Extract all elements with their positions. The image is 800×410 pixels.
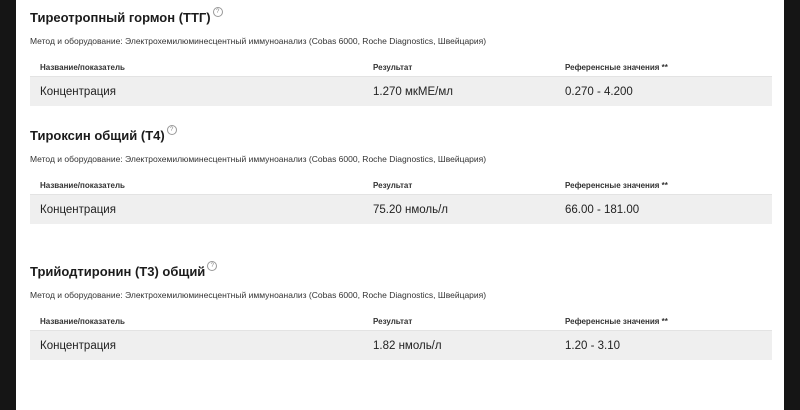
method-description: Метод и оборудование: Электрохемилюминесцентный иммуноанализ (Cobas 6000, Roche Diagnostics, Швейцария) xyxy=(30,290,487,300)
section-title-text: Тиреотропный гормон (ТТГ) xyxy=(30,10,211,25)
method-description: Метод и оборудование: Электрохемилюминесцентный иммуноанализ (Cobas 6000, Roche Diagnostics, Швейцария) xyxy=(30,36,487,46)
header-reference: Референсные значения ** xyxy=(565,180,668,190)
section-title xyxy=(30,10,772,25)
help-icon[interactable]: ? xyxy=(167,125,177,135)
section-title-text: Трийодтиронин (Т3) общий xyxy=(30,264,206,279)
table-row xyxy=(30,77,772,106)
section-title-text: Тироксин общий (Т4) xyxy=(30,128,165,143)
row-reference: 66.00 - 181.00 xyxy=(565,203,640,216)
table-row xyxy=(30,331,772,360)
header-result: Результат xyxy=(373,180,413,190)
table-header xyxy=(30,178,772,195)
help-icon[interactable]: ? xyxy=(213,7,223,17)
table-row xyxy=(30,195,772,224)
section-title xyxy=(30,128,772,143)
header-result: Результат xyxy=(373,316,413,326)
method-description: Метод и оборудование: Электрохемилюминесцентный иммуноанализ (Cobas 6000, Roche Diagnostics, Швейцария) xyxy=(30,154,487,164)
row-result: 75.20 нмоль/л xyxy=(373,203,448,216)
row-result: 1.270 мкМЕ/мл xyxy=(373,85,453,98)
help-icon[interactable]: ? xyxy=(207,261,217,271)
lab-results-page xyxy=(16,0,784,410)
section-title xyxy=(30,264,772,279)
row-reference: 0.270 - 4.200 xyxy=(565,85,633,98)
header-reference: Референсные значения ** xyxy=(565,62,668,72)
section-tsh xyxy=(30,10,772,106)
row-name: Концентрация xyxy=(40,339,116,352)
header-name: Название/показатель xyxy=(40,62,125,72)
header-name: Название/показатель xyxy=(40,180,125,190)
row-reference: 1.20 - 3.10 xyxy=(565,339,620,352)
table-header xyxy=(30,60,772,77)
row-name: Концентрация xyxy=(40,203,116,216)
row-name: Концентрация xyxy=(40,85,116,98)
section-t3 xyxy=(30,264,772,360)
row-result: 1.82 нмоль/л xyxy=(373,339,442,352)
section-t4 xyxy=(30,128,772,224)
header-name: Название/показатель xyxy=(40,316,125,326)
header-result: Результат xyxy=(373,62,413,72)
table-header xyxy=(30,314,772,331)
header-reference: Референсные значения ** xyxy=(565,316,668,326)
